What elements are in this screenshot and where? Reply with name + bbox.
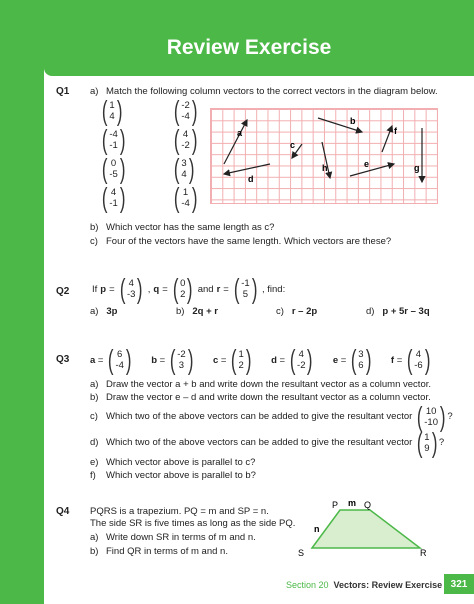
- q1-column-vector: ( 1 4 ): [101, 95, 123, 126]
- vertex-r: R: [420, 548, 427, 558]
- q2-definition: If p = ( 4 -3 ) , q = ( 0 2 ) and r = ( -1 5 ) , find:: [92, 273, 286, 304]
- page-title: Review Exercise: [166, 36, 332, 59]
- question-number: Q4: [56, 506, 70, 517]
- vector-d-arrow: [224, 164, 270, 174]
- q3-vector-def: e = ( 3 6 ): [332, 344, 372, 375]
- part-label: b): [90, 546, 99, 557]
- q1-column-vector: ( 1 -4 ): [173, 182, 198, 213]
- q3-vector-definitions: [90, 346, 450, 374]
- q1-column-vector: ( 0 -5 ): [101, 153, 126, 184]
- footer-text: [286, 580, 442, 590]
- q3-part: e) Which vector above is parallel to c?: [90, 456, 256, 468]
- q4-b-text: Find QR in terms of m and n.: [106, 546, 228, 557]
- q4-line1: PQRS is a trapezium. PQ = m and SP = n.: [90, 506, 269, 517]
- q1-b-text: Which vector has the same length as c?: [106, 222, 275, 233]
- label-b: b: [350, 116, 356, 126]
- top-edge-band: [0, 0, 474, 24]
- q3-part: a) Draw the vector a + b and write down the resultant vector as a column vector.: [90, 378, 432, 390]
- q3-vector-def: c = ( 1 2 ): [212, 344, 252, 375]
- q3-part: c) Which two of the above vectors can be added to give the resultant vector ( 10 -10 ) ?: [90, 401, 453, 432]
- q2-if-text: If: [92, 283, 98, 295]
- q2-part: d) p + 5r – 3q: [366, 306, 430, 317]
- vector-q: ( 0 2 ): [172, 273, 193, 304]
- question-number: Q1: [56, 86, 70, 97]
- q1-c-text: Four of the vectors have the same length. Which vectors are these?: [106, 236, 392, 247]
- q2-find-text: , find:: [261, 283, 286, 295]
- label-e: e: [364, 159, 370, 169]
- q1-column-vector: ( 4 -1 ): [101, 182, 126, 213]
- vector-r: ( -1 5 ): [233, 273, 258, 304]
- q1-column-vector: ( -4 -1 ): [101, 124, 126, 155]
- vertex-p: P: [332, 500, 339, 510]
- part-label: a): [90, 532, 99, 543]
- label-a: a: [237, 128, 243, 138]
- left-edge-band: [0, 0, 44, 604]
- vertex-q: Q: [364, 500, 372, 510]
- page-number: 321: [444, 574, 474, 594]
- q3-part: b) Draw the vector e – d and write down the resultant vector as a column vector.: [90, 391, 431, 403]
- q2-part: c) r – 2p: [276, 306, 318, 317]
- vector-f-arrow: [382, 126, 392, 152]
- q3-vector-def: f = ( 4 -6 ): [390, 344, 431, 375]
- q1-column-vector: ( 4 -2 ): [173, 124, 198, 155]
- label-c: c: [290, 140, 296, 150]
- q4-line2: The side SR is five times as long as the side PQ.: [90, 518, 296, 529]
- q3-vector-def: a = ( 6 -4 ): [90, 344, 132, 375]
- label-f: f: [394, 126, 397, 136]
- vector-a-arrow: [224, 120, 247, 164]
- trapezium-diagram: [292, 496, 434, 558]
- label-g: g: [414, 163, 420, 173]
- q1-column-vector: ( 3 4 ): [173, 153, 195, 184]
- side-label-n: n: [314, 524, 320, 534]
- question-number: Q2: [56, 286, 70, 297]
- q2-parts: [90, 306, 450, 320]
- q2-part: a) 3p: [90, 306, 118, 317]
- question-number: Q3: [56, 354, 70, 365]
- vertex-s: S: [298, 548, 305, 558]
- q1-column-vector: ( -2 -4 ): [173, 95, 198, 126]
- q3-vector-def: b = ( -2 3 ): [151, 344, 194, 375]
- q1-vector-list: [100, 95, 210, 218]
- q3-parts: [90, 378, 460, 482]
- part-label: b): [90, 222, 99, 233]
- label-d: d: [248, 174, 254, 184]
- part-label: a): [90, 86, 99, 97]
- q3-part: f) Which vector above is parallel to b?: [90, 469, 256, 481]
- q1-a-text: Match the following column vectors to the correct vectors in the diagram below.: [106, 86, 438, 97]
- part-label: c): [90, 236, 98, 247]
- side-label-m: m: [348, 498, 357, 508]
- label-h: h: [322, 163, 328, 173]
- vector-p: ( 4 -3 ): [119, 273, 143, 304]
- vector-arrows: [210, 108, 438, 204]
- q3-vector-def: d = ( 4 -2 ): [271, 344, 313, 375]
- footer-section: Section 20: [286, 580, 329, 590]
- q3-part: d) Which two of the above vectors can be added to give the resultant vector ( 1 9 ) ?: [90, 427, 445, 458]
- footer-title: Vectors: Review Exercise: [333, 580, 443, 590]
- vector-e-arrow: [350, 164, 394, 176]
- q4-a-text: Write down SR in terms of m and n.: [106, 532, 256, 543]
- q2-part: b) 2q + r: [176, 306, 218, 317]
